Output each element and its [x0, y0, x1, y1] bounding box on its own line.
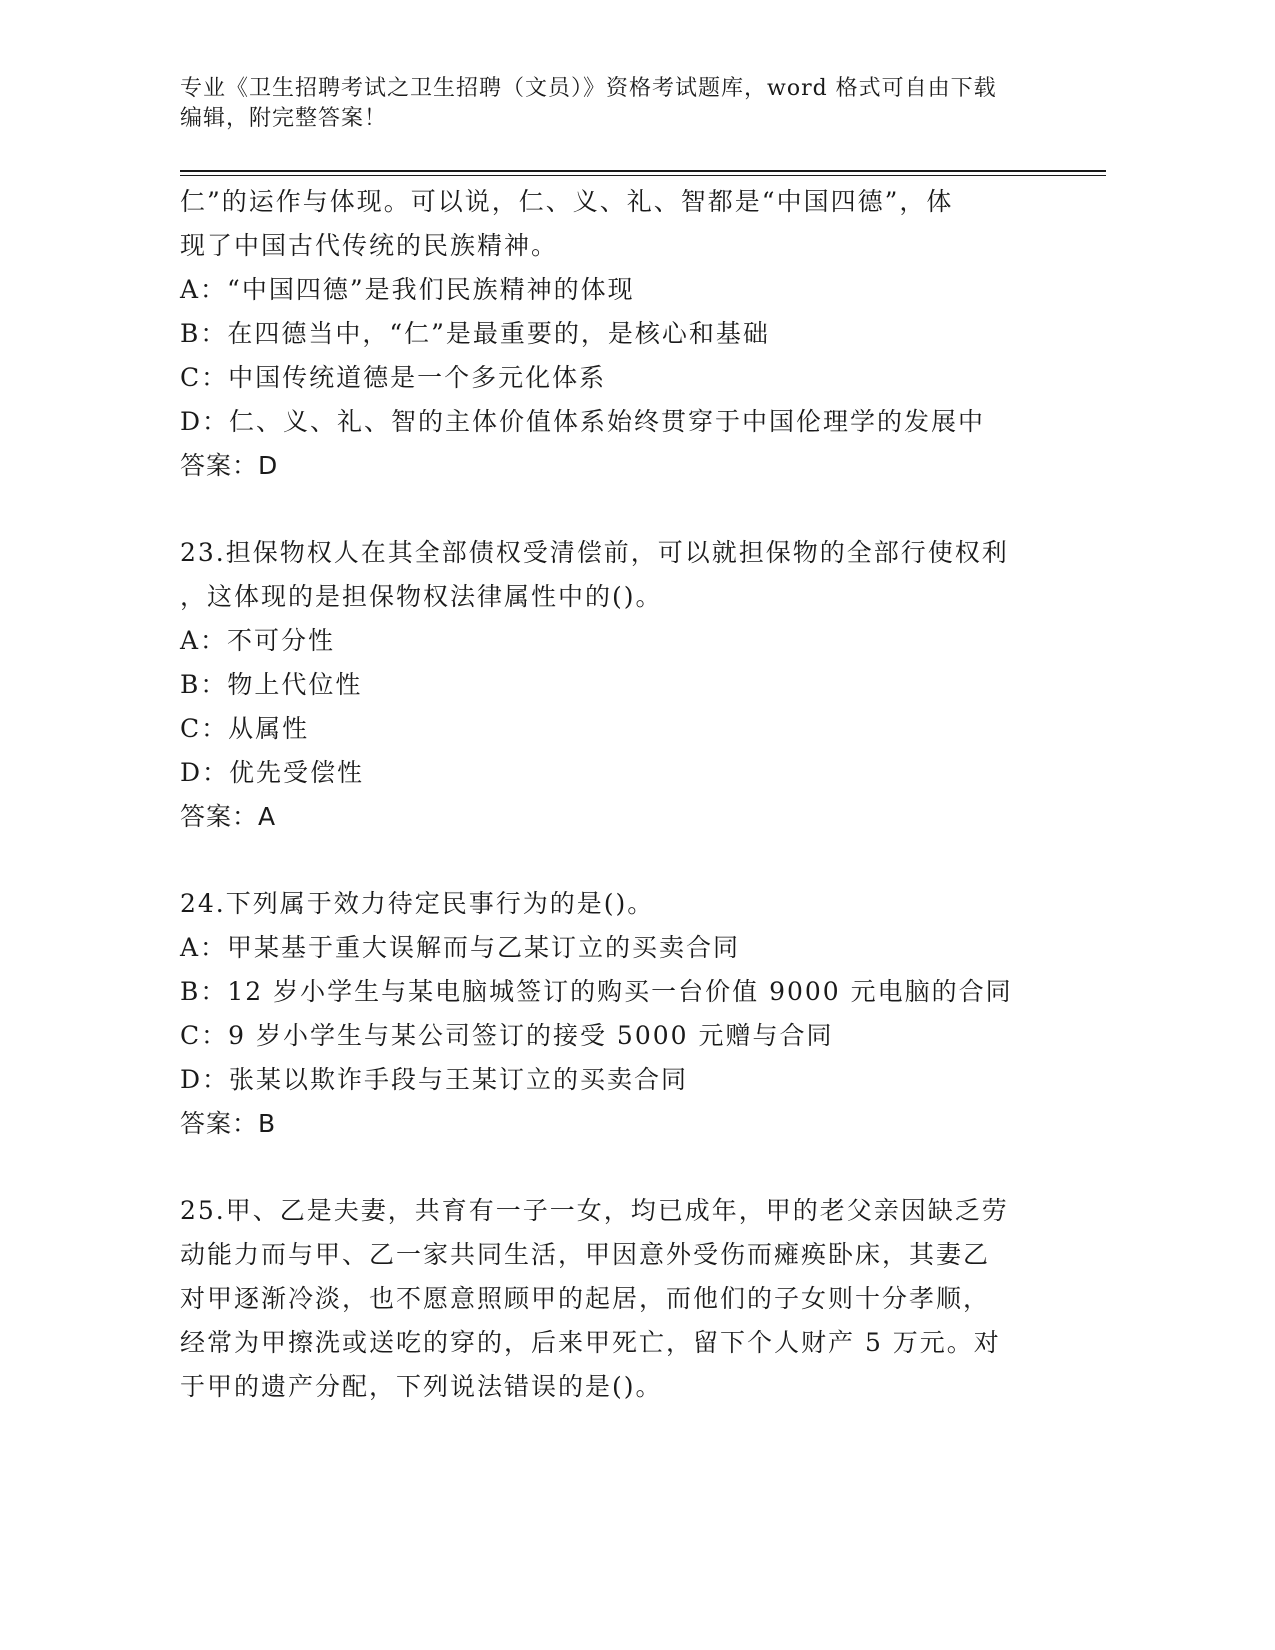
option-b: B：在四德当中，“仁”是最重要的，是核心和基础: [180, 319, 770, 348]
option-a: A：“中国四德”是我们民族精神的体现: [180, 275, 635, 304]
option-d: D：优先受偿性: [180, 758, 365, 787]
option-c: C：中国传统道德是一个多元化体系: [180, 363, 607, 392]
answer-line: 答案：D: [180, 451, 279, 480]
option-c: C：9 岁小学生与某公司签订的接受 5000 元赠与合同: [180, 1021, 834, 1050]
question-stem-line: 25.甲、乙是夫妻，共育有一子一女，均已成年，甲的老父亲因缺乏劳: [180, 1196, 1009, 1225]
header-divider: [180, 170, 1106, 176]
header-line-2: 编辑，附完整答案！: [180, 106, 388, 131]
option-c: C：从属性: [180, 714, 310, 743]
document-body: [180, 180, 1060, 1409]
question-stem-line: 24.下列属于效力待定民事行为的是()。: [180, 889, 655, 918]
question-stem-line: 经常为甲擦洗或送吃的穿的，后来甲死亡，留下个人财产 5 万元。对: [180, 1328, 1001, 1357]
question-22: [180, 180, 1060, 488]
question-stem-line: 于甲的遗产分配，下列说法错误的是()。: [180, 1372, 663, 1401]
question-stem-line: 23.担保物权人在其全部债权受清偿前，可以就担保物的全部行使权利: [180, 538, 1009, 567]
option-b: B：12 岁小学生与某电脑城签订的购买一台价值 9000 元电脑的合同: [180, 977, 1013, 1006]
answer-line: 答案：B: [180, 1109, 277, 1138]
question-stem-line: 现了中国古代传统的民族精神。: [180, 231, 559, 260]
question-25: [180, 1189, 1060, 1409]
question-stem-line: 仁”的运作与体现。可以说，仁、义、礼、智都是“中国四德”，体: [180, 187, 954, 216]
option-b: B：物上代位性: [180, 670, 363, 699]
option-a: A：不可分性: [180, 626, 336, 655]
spacer: [180, 1146, 1060, 1189]
header-line-1: 专业《卫生招聘考试之卫生招聘（文员）》资格考试题库，word 格式可自由下载: [180, 76, 997, 101]
option-d: D：仁、义、礼、智的主体价值体系始终贯穿于中国伦理学的发展中: [180, 407, 986, 436]
option-d: D：张某以欺诈手段与王某订立的买卖合同: [180, 1065, 689, 1094]
question-stem-line: 对甲逐渐冷淡，也不愿意照顾甲的起居，而他们的子女则十分孝顺，: [180, 1284, 991, 1313]
question-stem-line: 动能力而与甲、乙一家共同生活，甲因意外受伤而瘫痪卧床，其妻乙: [180, 1240, 991, 1269]
spacer: [180, 488, 1060, 531]
question-23: [180, 531, 1060, 839]
spacer: [180, 839, 1060, 882]
question-stem-line: ，这体现的是担保物权法律属性中的()。: [180, 582, 663, 611]
option-a: A：甲某基于重大误解而与乙某订立的买卖合同: [180, 933, 741, 962]
document-header: [180, 74, 1060, 134]
answer-line: 答案：A: [180, 802, 277, 831]
question-24: [180, 882, 1060, 1146]
